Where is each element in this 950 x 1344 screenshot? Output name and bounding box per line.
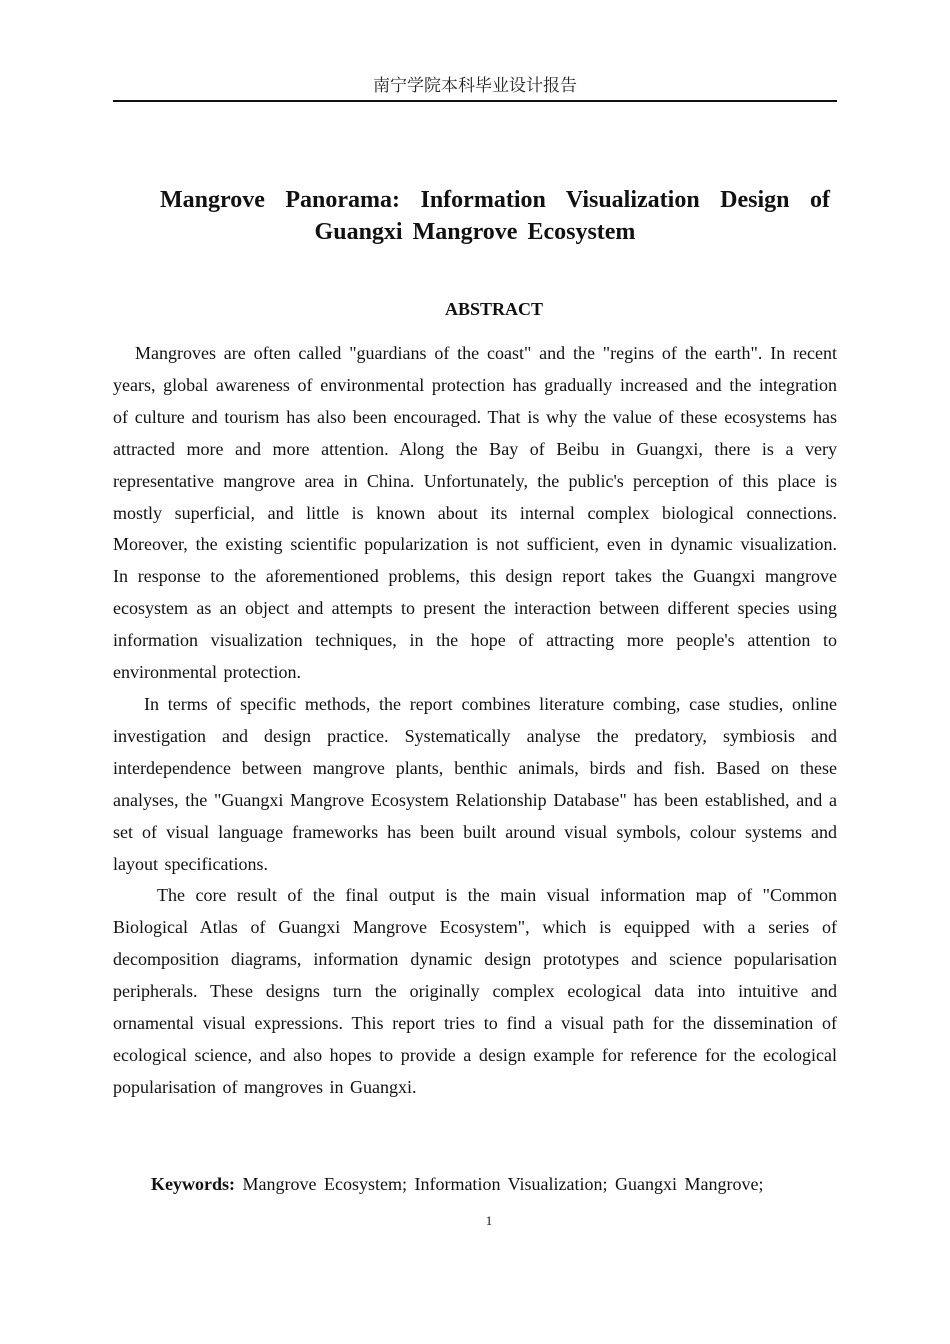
header-divider xyxy=(113,100,837,102)
page-number: 1 xyxy=(485,1213,493,1228)
abstract-body xyxy=(113,338,837,1104)
abstract-paragraph-2: In terms of specific methods, the report combines literature combing, case studies, online investigation and design practice. Systematically analyse the predatory, symbiosis and interdependence between mangrove plants, benthic animals, birds and fish. Based on these analyses, the "Guangxi Mangrove Ecosystem Relationship Database" has been established, and a set of visual language frameworks has been built around visual symbols, colour systems and layout specifications. xyxy=(113,693,837,874)
title-line-2: Guangxi Mangrove Ecosystem xyxy=(314,219,636,245)
keywords-label: Keywords: xyxy=(151,1174,235,1194)
keywords-value: Mangrove Ecosystem; Information Visualization; Guangxi Mangrove; xyxy=(242,1174,764,1194)
abstract-paragraph-1: Mangroves are often called "guardians of the coast" and the "regins of the earth". In recent years, global awareness of environmental protection has gradually increased and the integration of culture and tourism has also been encouraged. That is why the value of these ecosystems has attracted more and more attention. Along the Bay of Beibu in Guangxi, there is a very representative mangrove area in China. Unfortunately, the public's perception of this place is mostly superficial, and little is known about its internal complex biological connections. Moreover, the existing scientific popularization is not sufficient, even in dynamic visualization. In response to the aforementioned problems, this design report takes the Guangxi mangrove ecosystem as an object and attempts to present the interaction between different species using information visualization techniques, in the hope of attracting more people's attention to environmental protection. xyxy=(113,343,837,683)
title-line-1: Mangrove Panorama: Information Visualization Design of xyxy=(160,187,830,213)
abstract-paragraph-3: The core result of the final output is the main visual information map of "Common Biological Atlas of Guangxi Mangrove Ecosystem", which is equipped with a series of decomposition diagrams, information dynamic design prototypes and science popularisation peripherals. These designs turn the originally complex ecological data into intuitive and ornamental visual expressions. This report tries to find a visual path for the dissemination of ecological science, and also hopes to provide a design example for reference for the ecological popularisation of mangroves in Guangxi. xyxy=(113,885,837,1097)
running-header: 南宁学院本科毕业设计报告 xyxy=(373,76,577,96)
keywords-line xyxy=(151,1170,837,1198)
abstract-heading: ABSTRACT xyxy=(444,299,544,319)
document-title xyxy=(150,184,830,248)
